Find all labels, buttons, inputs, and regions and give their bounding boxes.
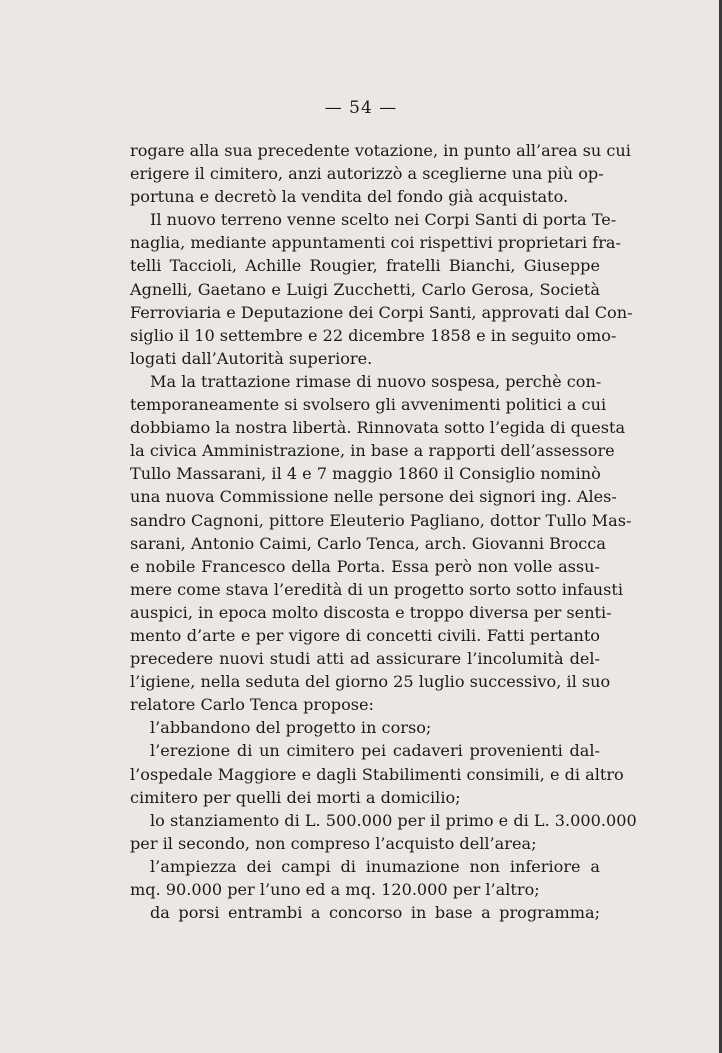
text-line: sandro Cagnoni, pittore Eleuterio Pagliano, dottor Tullo Mas- <box>130 510 632 530</box>
text-line: Ma la trattazione rimase di nuovo sospesa, perchè con- <box>150 371 602 391</box>
text-line: Tullo Massarani, il 4 e 7 maggio 1860 il Consiglio nominò <box>130 464 601 484</box>
text-line: Ferroviaria e Deputazione dei Corpi Santi, approvati dal Con- <box>130 302 633 322</box>
text-line: l’erezione di un cimitero pei cadaveri provenienti dal- <box>150 741 600 761</box>
text-line: una nuova Commissione nelle persone dei signori ing. Ales- <box>130 487 617 507</box>
text-line: dobbiamo la nostra libertà. Rinnovata sotto l’egida di questa <box>130 418 626 438</box>
text-line: siglio il 10 settembre e 22 dicembre 1858 e in seguito omo- <box>130 325 617 345</box>
text-line: cimitero per quelli dei morti a domicilio; <box>130 787 461 807</box>
text-line: naglia, mediante appuntamenti coi rispettivi proprietari fra- <box>130 233 621 253</box>
text-line: mere come stava l’eredità di un progetto sorto sotto infausti <box>130 579 624 599</box>
page-number: — 54 — <box>324 98 398 118</box>
text-line: Agnelli, Gaetano e Luigi Zucchetti, Carlo Gerosa, Società <box>130 279 600 299</box>
text-line: precedere nuovi studi atti ad assicurare l’incolumità del- <box>130 649 600 669</box>
text-line: Il nuovo terreno venne scelto nei Corpi Santi di porta Te- <box>150 210 617 230</box>
text-line: rogare alla sua precedente votazione, in punto all’area su cui <box>130 141 631 160</box>
text-line: relatore Carlo Tenca propose: <box>130 695 374 715</box>
body-text <box>130 139 637 924</box>
text-line: l’ospedale Maggiore e dagli Stabilimenti consimili, e di altro <box>130 764 624 784</box>
text-line: logati dall’Autorità superiore. <box>130 348 373 368</box>
text-line: l’abbandono del progetto in corso; <box>150 718 432 738</box>
text-line: erigere il cimitero, anzi autorizzò a sceglierne una più op- <box>130 164 604 184</box>
text-line: e nobile Francesco della Porta. Essa però non volle assu- <box>130 556 600 576</box>
text-line: temporaneamente si svolsero gli avvenimenti politici a cui <box>130 395 607 415</box>
text-line: l’ampiezza dei campi di inumazione non inferiore a <box>150 856 600 876</box>
text-line: telli Taccioli, Achille Rougier, fratelli Bianchi, Giuseppe <box>130 256 600 276</box>
text-line: l’igiene, nella seduta del giorno 25 luglio successivo, il suo <box>130 672 611 692</box>
text-line: portuna e decretò la vendita del fondo già acquistato. <box>130 187 569 207</box>
text-line: sarani, Antonio Caimi, Carlo Tenca, arch. Giovanni Brocca <box>130 533 606 553</box>
text-line: la civica Amministrazione, in base a rapporti dell’assessore <box>130 441 615 461</box>
text-line: mento d’arte e per vigore di concetti civili. Fatti pertanto <box>130 625 600 645</box>
text-line: mq. 90.000 per l’uno ed a mq. 120.000 per l’altro; <box>130 880 540 899</box>
text-line: da porsi entrambi a concorso in base a programma; <box>150 903 600 923</box>
text-line: lo stanziamento di L. 500.000 per il primo e di L. 3.000.000 <box>150 810 637 830</box>
text-line: auspici, in epoca molto discosta e troppo diversa per senti- <box>130 602 612 622</box>
text-line: per il secondo, non compreso l’acquisto dell’area; <box>130 833 537 853</box>
